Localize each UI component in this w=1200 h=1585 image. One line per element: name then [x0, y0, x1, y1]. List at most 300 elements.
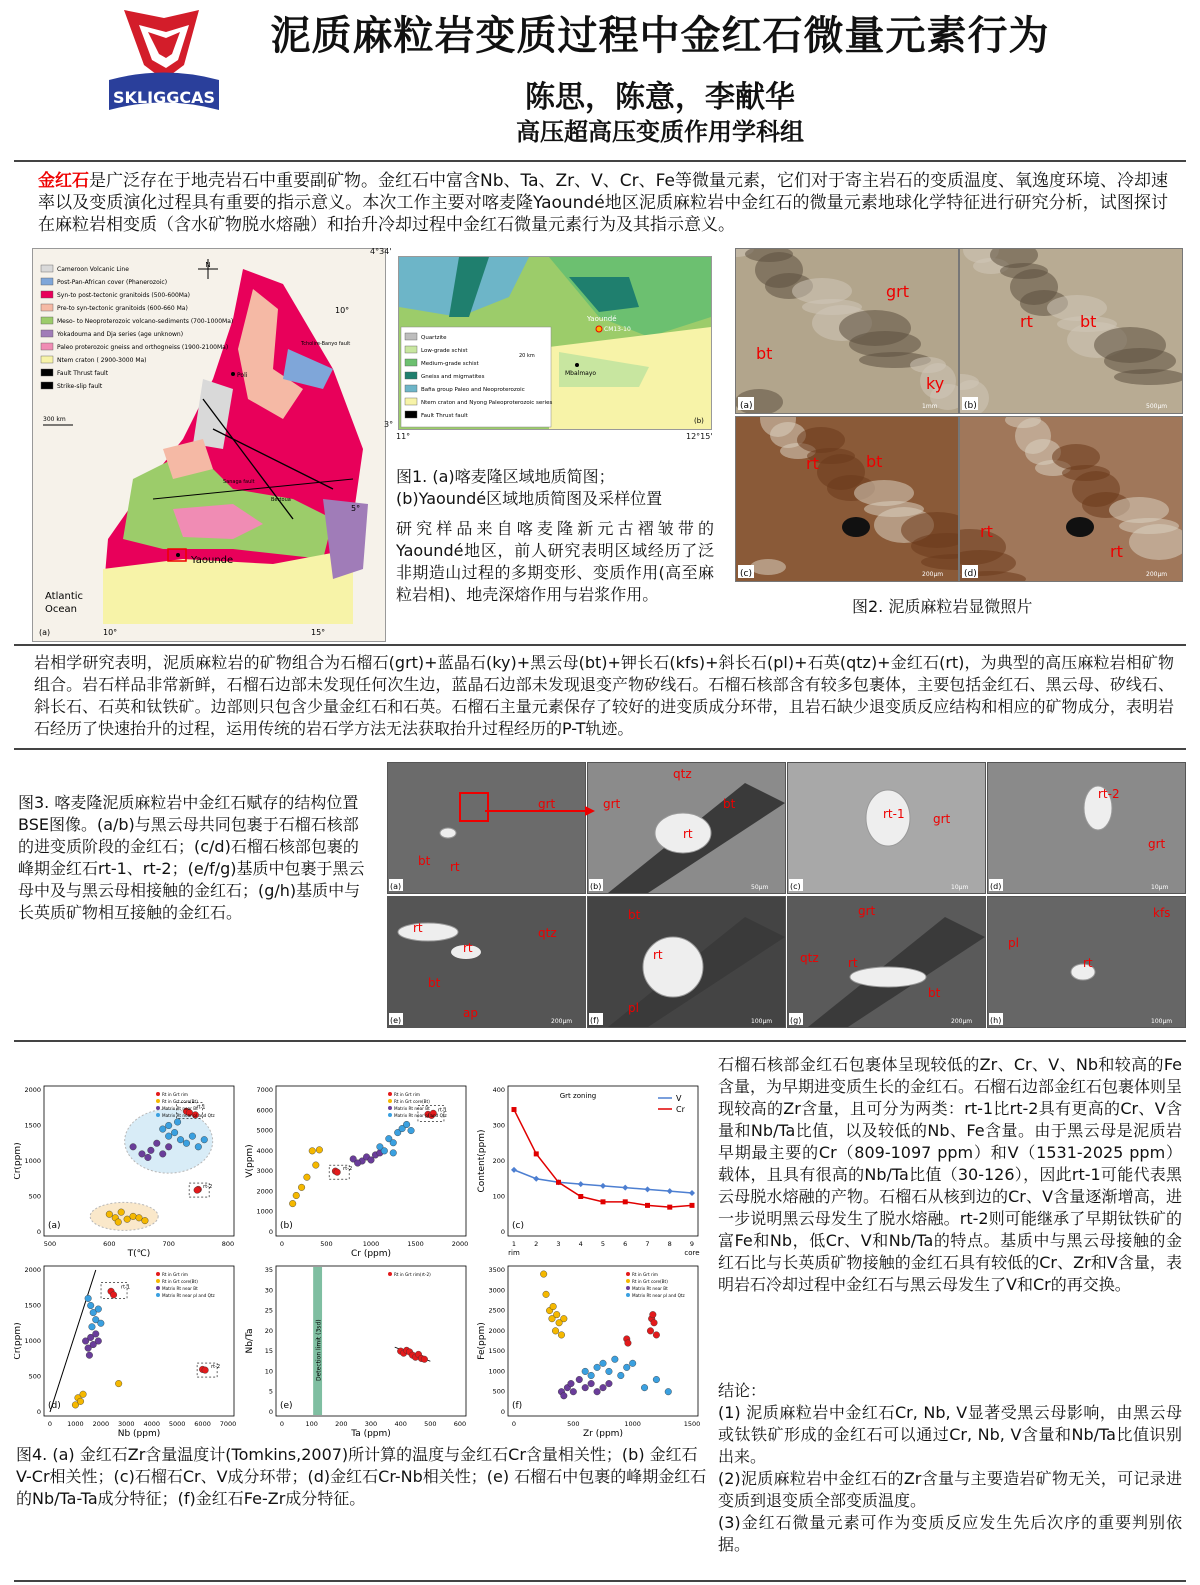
- divider: [14, 160, 1186, 162]
- chart-e: [245, 1266, 466, 1439]
- lat-label: 5°: [351, 504, 361, 513]
- fig2-caption: 图2. 泥质麻粒岩显微照片: [852, 597, 1033, 616]
- fig1b-legend: [401, 327, 552, 427]
- data-point: [390, 1150, 397, 1157]
- data-point: [354, 1160, 361, 1167]
- mineral-label: rt: [1020, 312, 1033, 331]
- legend-swatch: [405, 372, 417, 379]
- y-axis-label: Cr(ppm): [14, 1322, 23, 1360]
- x-tick-label: 1000: [67, 1420, 84, 1428]
- x-tick-label: rim: [508, 1249, 520, 1257]
- chart-d: [14, 1266, 236, 1439]
- y-tick-label: 20: [264, 1326, 273, 1335]
- mineral-label: rt: [1110, 542, 1123, 561]
- fault-label: Tcholire-Banyo fault: [301, 341, 351, 347]
- scale-bar: 200μm: [551, 1018, 573, 1025]
- panel-label: (c): [790, 882, 801, 891]
- legend-label: Matrix Rt near Bt: [162, 1106, 198, 1111]
- panel-label: (a): [740, 401, 753, 411]
- legend-label: Post-Pan-African cover (Phanerozoic): [57, 279, 168, 286]
- legend-label: Bafia group Paleo and Neoproterozoic: [421, 387, 525, 393]
- y-tick-label: 0: [268, 1228, 273, 1236]
- legend-label: Cr: [676, 1105, 685, 1114]
- data-point: [202, 1367, 209, 1374]
- data-point: [77, 1398, 84, 1405]
- x-tick-label: 500: [43, 1240, 57, 1248]
- data-point: [165, 1122, 172, 1129]
- legend-label: Ntem craton ( 2900-3000 Ma): [57, 357, 147, 364]
- mineral-label: bt: [628, 908, 641, 922]
- data-point: [390, 1139, 397, 1146]
- data-point: [641, 1384, 648, 1391]
- bse-panel: [387, 762, 586, 894]
- y-tick-label: 1000: [24, 1157, 41, 1165]
- fig1-text: 研究样品来自喀麦隆新元古褶皱带的Yaoundé地区，前人研究表明区域经历了泛非期造山过程的多期变形、变质作用(高至麻粒岩相)、地壳深熔作用与岩浆作用。: [396, 519, 714, 604]
- data-point: [576, 1376, 583, 1383]
- panel-label: (f): [590, 1016, 600, 1025]
- legend-swatch: [41, 330, 53, 337]
- data-point: [309, 1148, 316, 1155]
- x-tick-label: 8: [667, 1240, 672, 1248]
- x-tick-label: 700: [162, 1240, 175, 1248]
- y-tick-label: 6000: [256, 1106, 273, 1115]
- y-tick-label: 300: [492, 1121, 505, 1130]
- y-tick-label: 10: [264, 1367, 273, 1376]
- data-point: [606, 1368, 613, 1375]
- data-point: [594, 1388, 601, 1395]
- data-point: [289, 1200, 296, 1207]
- mineral-label: ap: [463, 1006, 478, 1020]
- fig1-caption-line1: 图1. (a)喀麦隆区域地质简图；: [396, 467, 615, 486]
- data-point: [98, 1320, 105, 1327]
- fig4-charts: [14, 1074, 706, 1444]
- data-point: [145, 1154, 152, 1161]
- mineral-label: rt: [806, 454, 819, 473]
- data-point: [561, 1315, 568, 1322]
- data-point: [653, 1376, 660, 1383]
- data-point: [95, 1338, 102, 1345]
- y-tick-label: 0: [268, 1408, 273, 1416]
- y-tick-label: 1000: [256, 1207, 273, 1216]
- legend-label: Rt in Grt core(Bt): [162, 1099, 198, 1104]
- legend-swatch: [405, 398, 417, 405]
- legend-label: Ntem craton and Nyong Paleoproterozoic series: [421, 400, 553, 406]
- annotation: Detection limit (3sd): [315, 1319, 323, 1381]
- data-point: [118, 1209, 125, 1216]
- petrology-paragraph: 岩相学研究表明，泥质麻粒岩的矿物组合为石榴石(grt)+蓝晶石(ky)+黑云母(bt)+钾长石(kfs)+斜长石(pl)+石英(qtz)+金红石(rt)，为典型的高压麻粒岩相矿物组合。岩石样品非常新鲜，石榴石边部未发现任何次生边，蓝晶石边部未发现退变产物矽线石。石榴石核部含有较多包裹体，主要包括金红石、黑云母、矽线石、斜长石、石英和钛铁矿。边部则只包含少量金红石和石英。石榴石主量元素保存了较好的进变质成分环带，且岩石缺少退变质反应结构和相应的矿物成分，表明岩石经历了快速抬升的过程，运用传统的岩石学方法无法获取抬升过程经历的P-T轨迹。: [34, 653, 1174, 738]
- scale-bar: 200μm: [951, 1018, 973, 1025]
- mineral-label: ky: [926, 374, 945, 393]
- data-point: [606, 1380, 613, 1387]
- annotation: rt-1: [437, 1107, 447, 1114]
- chart-f: [477, 1266, 700, 1439]
- legend-label: Pre-to syn-tectonic granitoids (600-660 Ma): [57, 305, 188, 312]
- fig3-caption: 图3. 喀麦隆泥质麻粒岩中金红石赋存的结构位置BSE图像。(a/b)与黑云母共同包裹于石榴石核部的进变质阶段的金红石；(c/d)石榴石核部包裹的峰期金红石rt-1、rt-2；(e/f/g)基质中包裹于黑云母中及与黑云母相接触的金红石；(g/h)基质中与长英质矿物相互接触的金红石。: [18, 793, 365, 922]
- panel-label: (a): [48, 1221, 61, 1231]
- x-tick-label: 7000: [219, 1420, 237, 1428]
- data-point: [136, 1215, 143, 1222]
- legend-label: Matrix Rt near Bt: [632, 1286, 668, 1291]
- intro-text: 是广泛存在于地壳岩石中重要副矿物。金红石中富含Nb、Ta、Zr、V、Cr、Fe等微量元素，它们对于寄主岩石的变质温度、氧逸度环境、冷却速率以及变质演化过程具有重要的指示意义。本次工作主要对喀麦隆Yaoundé地区泥质麻粒岩中金红石的微量元素地球化学特征进行研究分析，试图探讨在麻粒岩相变质（含水矿物脱水熔融）和抬升冷却过程中金红石微量元素行为及其指示意义。: [38, 171, 1168, 235]
- conclusion-1: (1) 泥质麻粒岩中金红石Cr, Nb, V显著受黑云母影响，由黑云母或钛铁矿形成的金红石可以通过Cr, Nb, V含量和Nb/Ta比值识别出来。: [718, 1403, 1182, 1466]
- y-axis-label: Nb/Ta: [245, 1328, 255, 1354]
- x-tick-label: 2000: [92, 1420, 110, 1428]
- x-tick-label: 1000: [624, 1420, 641, 1428]
- data-point: [647, 1328, 654, 1335]
- data-point: [334, 1169, 341, 1176]
- legend-label: Medium-grade schist: [421, 361, 479, 367]
- legend-label: Fault Thrust fault: [421, 413, 468, 419]
- data-point: [558, 1332, 565, 1339]
- x-tick-label: 1500: [683, 1420, 701, 1428]
- fig3-bse-images: [387, 762, 1185, 1030]
- x-tick-label: 5: [600, 1240, 606, 1248]
- mineral-label: grt: [603, 797, 621, 811]
- place-ocean: Ocean: [45, 604, 77, 615]
- data-point: [124, 1216, 131, 1223]
- data-point: [165, 1144, 172, 1151]
- data-point: [612, 1356, 619, 1363]
- data-point: [582, 1384, 589, 1391]
- divider: [14, 1040, 1186, 1042]
- bse-panel: [987, 762, 1186, 894]
- y-tick-label: 2000: [256, 1187, 273, 1196]
- x-tick-label: 0: [279, 1240, 285, 1248]
- data-point: [194, 1187, 201, 1194]
- panel-label: (b): [280, 1221, 293, 1231]
- chart-a: [14, 1086, 234, 1259]
- data-point: [550, 1303, 557, 1310]
- mineral-label: grt: [1148, 837, 1166, 851]
- data-point: [650, 1311, 657, 1318]
- data-point: [570, 1388, 577, 1395]
- mineral-label: qtz: [538, 926, 557, 940]
- y-tick-label: 35: [264, 1266, 273, 1274]
- bse-panel: [787, 896, 986, 1028]
- mineral-label: grt: [538, 797, 556, 811]
- annotation: rt-1: [196, 1104, 206, 1111]
- y-tick-label: 1500: [488, 1347, 505, 1356]
- x-tick-label: 2000: [451, 1240, 469, 1248]
- place-mbalmayo: Mbalmayo: [565, 370, 597, 377]
- data-point: [195, 1144, 202, 1151]
- data-point: [667, 1205, 672, 1210]
- mineral-label: bt: [428, 976, 441, 990]
- data-point: [600, 1384, 607, 1391]
- legend-label: Rt in Grt rim: [394, 1092, 420, 1097]
- legend-swatch: [405, 346, 417, 353]
- mineral-label: bt: [756, 344, 773, 363]
- mineral-label: grt: [933, 812, 951, 826]
- x-tick-label: 6000: [194, 1420, 211, 1428]
- legend-swatch: [41, 382, 53, 389]
- x-tick-label: 500: [567, 1420, 580, 1428]
- y-tick-label: 5000: [256, 1126, 273, 1135]
- sample-id: CM13-10: [604, 326, 631, 333]
- mineral-label: rt-1: [883, 807, 905, 821]
- bse-panel: [587, 896, 786, 1028]
- data-point: [421, 1356, 428, 1363]
- data-point: [540, 1271, 547, 1278]
- data-point: [130, 1213, 137, 1220]
- data-point: [623, 1199, 628, 1204]
- data-point: [381, 1148, 388, 1155]
- divider: [14, 644, 1186, 646]
- legend-swatch: [41, 304, 53, 311]
- data-point: [106, 1211, 113, 1218]
- fig2-photos: [735, 248, 1183, 582]
- panel-label: (d): [990, 882, 1002, 891]
- research-group: 高压超高压变质作用学科组: [516, 118, 804, 146]
- bse-panel: [387, 896, 586, 1028]
- chart-title: Grt zoning: [559, 1092, 597, 1100]
- x-tick-label: 800: [221, 1240, 235, 1248]
- lon-label: 15°: [311, 628, 326, 637]
- mineral-label: rt: [450, 860, 460, 874]
- x-tick-label: 3: [556, 1240, 561, 1248]
- data-point: [408, 1127, 415, 1134]
- panel-label: (c): [740, 569, 752, 579]
- conclusion-title: 结论：: [718, 1381, 767, 1400]
- place-yaounde: Yaoundé: [587, 315, 617, 323]
- legend-label: Quartzite: [421, 335, 447, 341]
- mineral-label: rt: [413, 921, 423, 935]
- annotation: rt-1: [121, 1284, 131, 1291]
- x-tick-label: 2: [534, 1240, 539, 1248]
- scale-bar: 100μm: [751, 1018, 773, 1025]
- x-tick-label: 7: [645, 1240, 650, 1248]
- annotation: rt-2: [211, 1364, 221, 1371]
- data-point: [171, 1129, 178, 1136]
- legend-label: Rt in Grt core(Bt): [632, 1279, 668, 1284]
- intro-paragraph: [38, 170, 1168, 236]
- panel-label: (b): [590, 882, 602, 891]
- legend-label: Matrix Rt near pl and Qtz: [632, 1293, 685, 1298]
- mineral-label: rt: [653, 948, 663, 962]
- mineral-label: rt: [848, 956, 858, 970]
- y-tick-label: 0: [500, 1228, 505, 1236]
- scale-bar: 50μm: [751, 884, 769, 891]
- y-tick-label: 7000: [256, 1086, 273, 1094]
- legend-label: Rt in Grt rim: [632, 1272, 658, 1277]
- data-point: [189, 1133, 196, 1140]
- coord-label: 12°15': [686, 432, 713, 441]
- mineral-label: grt: [886, 282, 910, 301]
- y-axis-label: Fe(ppm): [477, 1322, 487, 1360]
- data-point: [645, 1203, 650, 1208]
- x-tick-label: 0: [279, 1420, 285, 1428]
- x-tick-label: 9: [689, 1240, 695, 1248]
- panel-label: (e): [390, 1016, 402, 1025]
- panel-label: (h): [990, 1016, 1002, 1025]
- data-point: [651, 1319, 658, 1326]
- legend-label: Rt in Grt rim: [162, 1092, 188, 1097]
- scale-bar: 20 km: [519, 353, 535, 359]
- mineral-label: bt: [418, 854, 431, 868]
- intro-highlight: 金红石: [38, 171, 90, 191]
- legend-label: Matrix Rt near pl and Qtz: [162, 1293, 215, 1298]
- mineral-label: rt-2: [1098, 787, 1120, 801]
- data-point: [183, 1140, 190, 1147]
- x-tick-label: 600: [453, 1420, 467, 1428]
- panel-label: (d): [48, 1401, 61, 1411]
- legend-label: Fault Thrust fault: [57, 370, 109, 377]
- annotation: rt-2: [203, 1184, 213, 1191]
- data-point: [588, 1380, 595, 1387]
- data-point: [139, 1151, 146, 1158]
- poster-title: 泥质麻粒岩变质过程中金红石微量元素行为: [270, 13, 1050, 59]
- y-tick-label: 500: [28, 1192, 41, 1201]
- fault-label: Sanaga fault: [223, 479, 255, 485]
- scale-bar: 200μm: [922, 571, 944, 578]
- x-tick-label: 400: [394, 1420, 407, 1428]
- data-point: [201, 1136, 208, 1143]
- scale-bar: 200μm: [1146, 571, 1168, 578]
- x-tick-label: 1500: [407, 1240, 424, 1248]
- fig1-caption: [396, 466, 716, 510]
- data-point: [653, 1332, 660, 1339]
- panel-label: (a): [390, 882, 402, 891]
- data-point: [543, 1291, 550, 1298]
- x-tick-label: 6: [623, 1240, 628, 1248]
- panel-label: (g): [790, 1016, 802, 1025]
- data-point: [87, 1302, 94, 1309]
- scale-bar: 500μm: [1146, 403, 1168, 410]
- data-point: [629, 1360, 636, 1367]
- legend-label: Meso- to Neoproterozoic volcano-sediments (700-1000Ma): [57, 318, 234, 325]
- scale-bar: 300 km: [43, 416, 66, 423]
- legend-swatch: [41, 343, 53, 350]
- panel-label: (d): [964, 569, 977, 579]
- bse-panel: [987, 896, 1186, 1028]
- authors: 陈思，陈意，李献华: [525, 80, 795, 115]
- legend-label: Matrix Rt near Bt: [162, 1286, 198, 1291]
- y-tick-label: 30: [264, 1286, 273, 1295]
- panel-label: (e): [280, 1401, 293, 1411]
- conclusion-3: (3)金红石微量元素可作为变质反应发生先后次序的重要判别依据。: [718, 1513, 1182, 1554]
- mineral-label: rt: [1083, 956, 1093, 970]
- y-tick-label: 3000: [488, 1286, 505, 1295]
- legend-swatch: [405, 411, 417, 418]
- fig1-caption-line2: (b)Yaoundé区域地质简图及采样位置: [396, 489, 663, 508]
- mineral-label: kfs: [1153, 906, 1171, 920]
- annotation: rt-2: [343, 1166, 353, 1173]
- legend-swatch: [405, 359, 417, 366]
- coord-label: 3°: [384, 420, 394, 429]
- y-axis-label: V(ppm): [245, 1144, 255, 1178]
- micrograph-panel: [959, 416, 1183, 582]
- micrograph-panel: [959, 248, 1183, 414]
- divider: [14, 748, 1186, 750]
- y-tick-label: 2000: [488, 1326, 505, 1335]
- x-axis-label: Cr (ppm): [350, 1249, 392, 1259]
- scale-bar: 100μm: [1151, 1018, 1173, 1025]
- legend-label: Syn-to post-tectonic granitoids (500-600Ma): [57, 292, 190, 299]
- legend-label: Rt in Grt rim: [162, 1272, 188, 1277]
- x-axis-label: Zr (ppm): [583, 1429, 623, 1439]
- data-point: [174, 1119, 181, 1126]
- arrow-icon: [485, 802, 595, 806]
- data-point: [89, 1324, 96, 1331]
- data-point: [159, 1126, 166, 1133]
- data-point: [556, 1180, 561, 1185]
- fig1b-map: [398, 256, 712, 430]
- y-tick-label: 2000: [24, 1266, 41, 1274]
- mineral-label: grt: [858, 904, 876, 918]
- panel-label: (c): [512, 1221, 524, 1231]
- data-point: [665, 1388, 672, 1395]
- plot-frame: [276, 1266, 466, 1416]
- panel-label: (a): [39, 628, 51, 637]
- mineral-label: pl: [1008, 936, 1019, 950]
- legend-label: Matrix Rt near Bt: [394, 1106, 430, 1111]
- micrograph-panel: [735, 248, 959, 414]
- data-point: [115, 1380, 122, 1387]
- y-tick-label: 25: [264, 1306, 273, 1315]
- data-point: [625, 1340, 632, 1347]
- legend-swatch: [41, 356, 53, 363]
- data-point: [403, 1121, 410, 1128]
- data-point: [578, 1194, 583, 1199]
- y-tick-label: 1500: [24, 1121, 41, 1130]
- data-point: [154, 1140, 161, 1147]
- legend-label: Rt in Grt core(Bt): [162, 1279, 198, 1284]
- legend-label: Strike-slip fault: [57, 383, 103, 390]
- bse-panel: [587, 762, 786, 894]
- y-tick-label: 0: [36, 1228, 41, 1236]
- data-point: [690, 1203, 695, 1208]
- data-point: [177, 1136, 184, 1143]
- data-point: [304, 1174, 311, 1181]
- legend-swatch: [41, 317, 53, 324]
- lat-label: 10°: [335, 306, 350, 315]
- y-axis-label: Content(ppm): [477, 1129, 487, 1193]
- fig4-caption: 图4. (a) 金红石Zr含量温度计(Tomkins,2007)所计算的温度与金红石Cr含量相关性；(b) 金红石V-Cr相关性；(c)石榴石Cr、V成分环带；(d)金红石Cr-Nb相关性；(e) 石榴石中包裹的峰期金红石的Nb/Ta-Ta成分特征；(f)金红石Fe-Zr成分特征。: [16, 1445, 707, 1508]
- conclusion-2: (2)泥质麻粒岩中金红石的Zr含量与主要造岩矿物无关，可记录进变质到退变质全部变质温度。: [718, 1469, 1182, 1510]
- y-tick-label: 4000: [256, 1146, 273, 1155]
- legend-label: Matrix Rt near pl and Qtz: [394, 1113, 447, 1118]
- data-point: [110, 1292, 117, 1299]
- scale-bar: 10μm: [1151, 884, 1169, 891]
- coord-label: 4°34': [370, 247, 392, 256]
- y-tick-label: 2000: [24, 1086, 41, 1094]
- data-point: [568, 1380, 575, 1387]
- data-point: [142, 1217, 149, 1224]
- lon-label: 10°: [103, 628, 118, 637]
- y-tick-label: 2500: [488, 1306, 505, 1315]
- x-tick-label: 300: [364, 1420, 378, 1428]
- x-tick-label: 200: [335, 1420, 348, 1428]
- data-point: [600, 1360, 607, 1367]
- data-point: [130, 1144, 137, 1151]
- scale-bar: 10μm: [951, 884, 969, 891]
- y-tick-label: 15: [264, 1347, 273, 1356]
- x-tick-label: 5000: [168, 1420, 186, 1428]
- legend-swatch: [41, 369, 53, 376]
- mineral-label: rt: [683, 827, 693, 841]
- legend-swatch: [41, 265, 53, 272]
- chart-c: [477, 1086, 700, 1257]
- data-point: [316, 1147, 323, 1154]
- data-point: [298, 1184, 305, 1191]
- x-tick-label: 4000: [143, 1420, 160, 1428]
- x-tick-label: 0: [47, 1420, 53, 1428]
- x-axis-label: T(℃): [127, 1249, 151, 1259]
- mineral-label: qtz: [673, 767, 692, 781]
- scale-bar: 1mm: [922, 403, 938, 410]
- data-point: [552, 1328, 559, 1335]
- chart-b: [245, 1086, 468, 1259]
